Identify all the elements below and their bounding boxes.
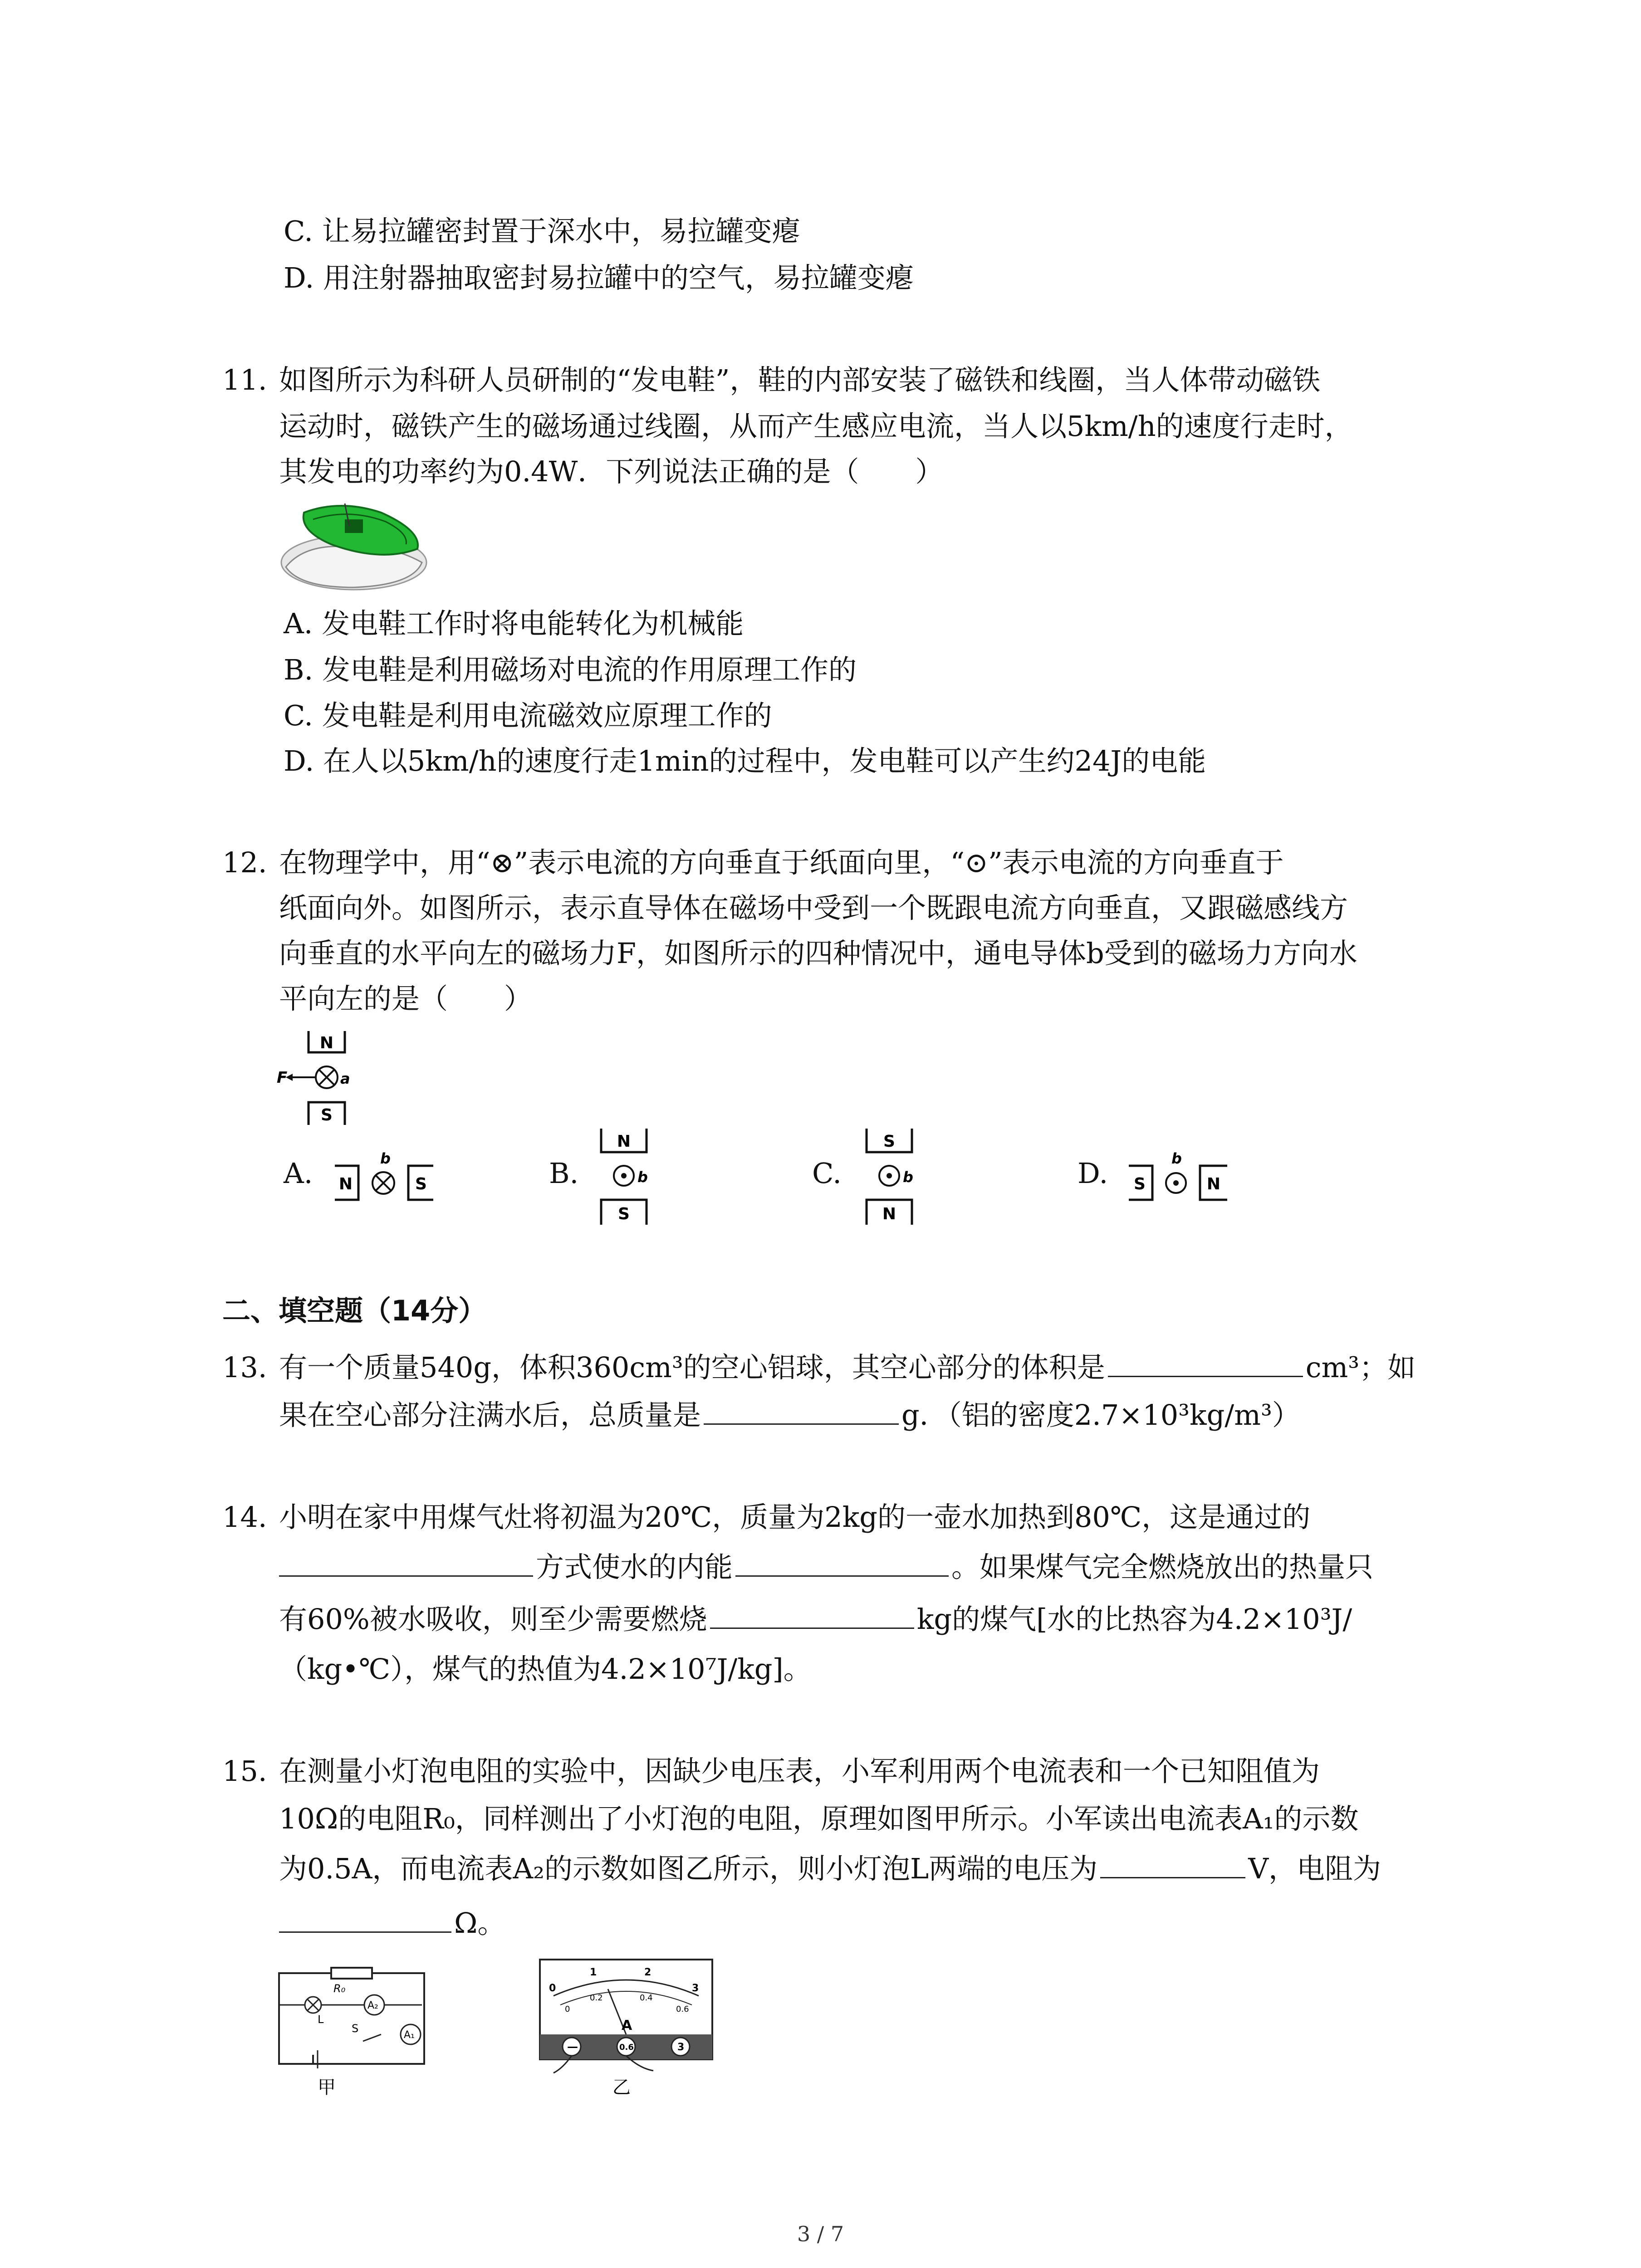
q12-line-2: 纸面向外。如图所示，表示直导体在磁场中受到一个既跟电流方向垂直，又跟磁感线方 bbox=[279, 891, 1348, 924]
scale-bot-1: 0.2 bbox=[590, 1993, 603, 2003]
opt-a-b-label: b bbox=[380, 1150, 391, 1167]
q12-option-c-label: C. bbox=[812, 1157, 842, 1190]
ammeter-diagram-yi bbox=[535, 1955, 726, 2100]
q12-option-c-diagram bbox=[860, 1125, 941, 1229]
q11-option-a: A. 发电鞋工作时将电能转化为机械能 bbox=[284, 607, 744, 640]
q14-line-4: （kg•℃），煤气的热值为4.2×10⁷J/kg]。 bbox=[279, 1652, 812, 1686]
q13-line-2-text: 果在空心部分注满水后，总质量是 bbox=[279, 1398, 701, 1432]
scale-top-3: 3 bbox=[692, 1983, 699, 1994]
q11-option-b: B. 发电鞋是利用磁场对电流的作用原理工作的 bbox=[284, 653, 857, 686]
opt-b-b-label: b bbox=[637, 1168, 648, 1186]
q15-number: 15. bbox=[222, 1755, 267, 1788]
power-shoe-image bbox=[277, 494, 431, 599]
opt-c-north: N bbox=[882, 1205, 896, 1223]
q12-option-d-label: D. bbox=[1078, 1157, 1108, 1190]
q15-line-3 bbox=[279, 1851, 1381, 1887]
switch-label: S bbox=[352, 2022, 359, 2035]
q15-line-4-tail: Ω。 bbox=[454, 1906, 506, 1940]
circuit-diagram-jia bbox=[272, 1960, 436, 2096]
q14-number: 14. bbox=[222, 1501, 267, 1534]
opt-a-south: S bbox=[415, 1175, 427, 1193]
q13-line-2-tail: g．（铝的密度2.7×10³kg/m³） bbox=[901, 1398, 1300, 1432]
q13-line-1-tail: cm³；如 bbox=[1305, 1351, 1416, 1384]
q13-number: 13. bbox=[222, 1351, 267, 1384]
q13-line-1-text: 有一个质量540g，体积360cm³的空心铝球，其空心部分的体积是 bbox=[279, 1351, 1105, 1384]
scale-top-1: 1 bbox=[590, 1967, 597, 1978]
q14-line-3 bbox=[279, 1601, 1352, 1637]
caption-jia: 甲 bbox=[318, 2077, 336, 2096]
opt-c-south: S bbox=[883, 1132, 895, 1151]
section-title-fill-in: 二、填空题（14分） bbox=[222, 1294, 487, 1327]
opt-d-south: S bbox=[1134, 1175, 1146, 1193]
q11-line-1: 如图所示为科研人员研制的“发电鞋”，鞋的内部安装了磁铁和线圈，当人体带动磁铁 bbox=[279, 363, 1321, 396]
q14-line-2 bbox=[279, 1549, 1373, 1585]
scale-bot-3: 0.6 bbox=[676, 2004, 689, 2014]
q13-blank-1[interactable] bbox=[1108, 1349, 1303, 1377]
q11-line-3: 其发电的功率约为0.4W．下列说法正确的是（ ） bbox=[279, 455, 944, 488]
q12-option-b-diagram bbox=[594, 1125, 676, 1229]
q10-option-c: C. 让易拉罐密封置于深水中，易拉罐变瘪 bbox=[284, 215, 800, 248]
q14-line-1: 小明在家中用煤气灶将初温为20℃，质量为2kg的一壶水加热到80℃，这是通过的 bbox=[279, 1501, 1311, 1534]
q12-option-d-diagram bbox=[1125, 1143, 1234, 1211]
q15-blank-1[interactable] bbox=[1100, 1851, 1245, 1878]
ref-a-label: a bbox=[340, 1070, 350, 1087]
page-number: 3 / 7 bbox=[797, 2222, 844, 2246]
q12-line-4: 平向左的是（ ） bbox=[279, 982, 533, 1015]
q11-option-c: C. 发电鞋是利用电流磁效应原理工作的 bbox=[284, 699, 772, 732]
ref-force-label: F bbox=[277, 1069, 288, 1087]
q11-option-d: D. 在人以5km/h的速度行走1min的过程中，发电鞋可以产生约24J的电能 bbox=[284, 744, 1206, 777]
ammeter-a2-label: A₂ bbox=[367, 2000, 378, 2011]
q12-reference-diagram bbox=[277, 1027, 377, 1132]
q15-blank-2[interactable] bbox=[279, 1905, 451, 1933]
terminal-3: 3 bbox=[677, 2042, 685, 2053]
terminal-negative: — bbox=[567, 2040, 578, 2053]
q11-line-2: 运动时，磁铁产生的磁场通过线圈，从而产生感应电流，当人以5km/h的速度行走时， bbox=[279, 410, 1353, 443]
q12-line-3: 向垂直的水平向左的磁场力F，如图所示的四种情况中，通电导体b受到的磁场力方向水 bbox=[279, 937, 1357, 970]
q15-line-4 bbox=[279, 1905, 505, 1941]
q14-line-3-text: 有60%被水吸收，则至少需要燃烧 bbox=[279, 1603, 707, 1636]
ref-south-label: S bbox=[321, 1106, 333, 1124]
q12-line-1: 在物理学中，用“⊗”表示电流的方向垂直于纸面向里，“⊙”表示电流的方向垂直于 bbox=[279, 846, 1284, 879]
q13-line-1 bbox=[279, 1349, 1416, 1386]
opt-c-b-label: b bbox=[903, 1168, 913, 1186]
opt-a-north: N bbox=[338, 1175, 353, 1193]
q14-line-2-tail: 。如果煤气完全燃烧放出的热量只 bbox=[951, 1550, 1374, 1584]
q11-number: 11. bbox=[222, 363, 267, 396]
scale-bot-0: 0 bbox=[565, 2004, 570, 2014]
q14-blank-3[interactable] bbox=[710, 1601, 914, 1629]
terminal-0-6: 0.6 bbox=[619, 2043, 634, 2052]
q12-option-a-diagram bbox=[331, 1143, 440, 1211]
q12-option-b-label: B. bbox=[549, 1157, 579, 1190]
opt-d-b-label: b bbox=[1171, 1150, 1182, 1167]
q13-line-2 bbox=[279, 1397, 1300, 1433]
q14-line-3-tail: kg的煤气[水的比热容为4.2×10³J/ bbox=[916, 1603, 1352, 1636]
opt-b-south: S bbox=[618, 1205, 630, 1223]
opt-d-north: N bbox=[1206, 1175, 1221, 1193]
q15-line-1: 在测量小灯泡电阻的实验中，因缺少电压表，小军利用两个电流表和一个已知阻值为 bbox=[279, 1755, 1320, 1788]
q15-line-3-text: 为0.5A，而电流表A₂的示数如图乙所示，则小灯泡L两端的电压为 bbox=[279, 1852, 1098, 1885]
scale-top-2: 2 bbox=[644, 1967, 652, 1978]
q12-option-a-label: A. bbox=[284, 1157, 313, 1190]
lamp-label: L bbox=[318, 2013, 324, 2026]
opt-b-north: N bbox=[617, 1132, 631, 1151]
caption-yi: 乙 bbox=[612, 2077, 631, 2098]
q15-line-2: 10Ω的电阻R₀，同样测出了小灯泡的电阻，原理如图甲所示。小军读出电流表A₁的示数 bbox=[279, 1802, 1359, 1835]
ref-north-label: N bbox=[319, 1034, 334, 1052]
q15-line-3-tail: V，电阻为 bbox=[1248, 1852, 1381, 1885]
scale-bot-2: 0.4 bbox=[640, 1993, 653, 2003]
q10-option-d: D. 用注射器抽取密封易拉罐中的空气，易拉罐变瘪 bbox=[284, 261, 914, 294]
ammeter-a1-label: A₁ bbox=[404, 2029, 415, 2041]
q13-blank-2[interactable] bbox=[704, 1397, 899, 1425]
q14-blank-2[interactable] bbox=[735, 1549, 949, 1577]
q14-blank-1[interactable] bbox=[279, 1549, 533, 1577]
ammeter-unit: A bbox=[622, 2018, 632, 2033]
q12-number: 12. bbox=[222, 846, 267, 879]
q14-line-2-text: 方式使水的内能 bbox=[536, 1550, 733, 1584]
scale-top-0: 0 bbox=[549, 1983, 556, 1994]
r0-label: R₀ bbox=[333, 1982, 346, 1995]
